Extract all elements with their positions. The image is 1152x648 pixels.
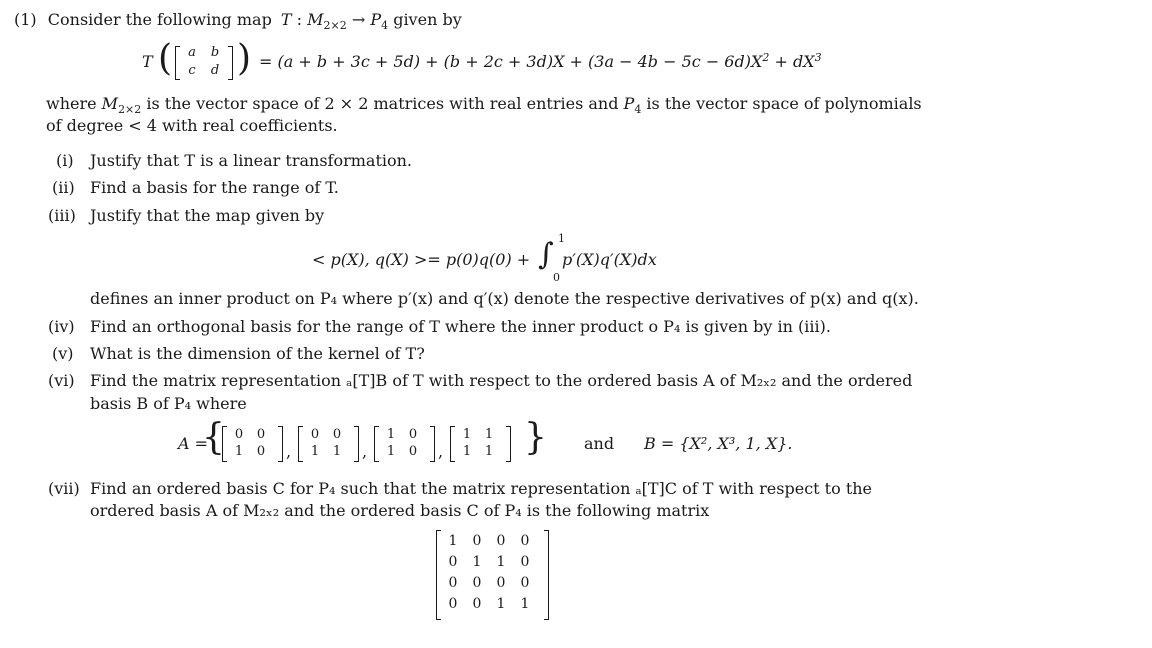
part-iv (48, 319, 831, 335)
matrix-entry-c: c (188, 63, 196, 78)
part-iv-text: Find an orthogonal basis for the range of T where the inner product o P₄ is given by in (iii). (90, 317, 831, 336)
basis-A-matrix-left-bracket (298, 426, 303, 462)
basis-A-matrix-entry: 0 (256, 427, 266, 442)
basis-A-matrix-entry: 1 (234, 444, 244, 459)
domain-subscript: 2×2 (323, 19, 347, 32)
basis-A-matrix-entry: 0 (310, 427, 320, 442)
final-matrix-entry: 1 (520, 596, 530, 612)
final-matrix-entry: 0 (448, 575, 458, 591)
final-matrix-entry: 0 (520, 533, 530, 549)
basis-A-matrix-right-bracket (506, 426, 511, 462)
where-text-a: where (46, 94, 102, 113)
basis-A-comma: , (286, 442, 292, 461)
part-vi-text: Find the matrix representation ₐ[T]B of T with respect to the ordered basis A of M₂ₓ₂ and the ordered (90, 371, 913, 390)
basis-A-comma: , (362, 442, 368, 461)
problem-intro: Consider the following map (47, 10, 272, 29)
part-vii-label: (vii) (48, 479, 80, 498)
final-matrix-entry: 0 (472, 533, 482, 549)
integrand: p′(X)q′(X)dx (562, 250, 657, 269)
where-line-2: of degree < 4 with real coefficients. (46, 116, 338, 135)
formula-matrix-right-bracket (228, 46, 233, 80)
basis-A-matrix-entry: 1 (484, 427, 494, 442)
where-M-sub: 2×2 (118, 103, 142, 116)
codomain-space: P (370, 10, 382, 29)
basis-A-matrix-entry: 0 (234, 427, 244, 442)
where-text-b: is the vector space of 2 × 2 matrices with real entries and (141, 94, 624, 113)
part-i (56, 153, 412, 169)
basis-A-matrix-entry: 1 (386, 444, 396, 459)
basis-A-matrix-left-bracket (450, 426, 455, 462)
final-matrix-entry: 1 (496, 554, 506, 570)
basis-A-matrix-entry: 1 (484, 444, 494, 459)
final-matrix-entry: 1 (472, 554, 482, 570)
basis-A-matrix-entry: 0 (408, 427, 418, 442)
part-vi (48, 373, 912, 389)
part-v-label: (v) (52, 344, 74, 363)
formula-exponent-3: 3 (814, 51, 822, 64)
matrix-entry-d: d (210, 63, 220, 78)
part-ii-text: Find a basis for the range of T. (90, 178, 339, 197)
where-P-sub: 4 (634, 103, 642, 116)
final-matrix-entry: 0 (472, 575, 482, 591)
final-matrix-right-bracket (544, 530, 549, 620)
where-P: P (623, 94, 635, 113)
formula-matrix-left-bracket (175, 46, 180, 80)
where-M: M (101, 94, 119, 113)
given-by: given by (388, 10, 462, 29)
formula-rhs-part1: = (a + b + 3c + 5d) + (b + 2c + 3d)X + (3a − 4b − 5c − 6d)X (259, 52, 763, 71)
part-iii-label: (iii) (48, 206, 76, 225)
part-vii-text: Find an ordered basis C for P₄ such that the matrix representation ₐ[T]C of T with respect to the (90, 479, 873, 498)
map-symbol: T (280, 10, 292, 29)
basis-A-label: A = (178, 434, 209, 453)
basis-A-matrix-entry: 1 (462, 427, 472, 442)
domain-space: M (307, 10, 324, 29)
basis-A-matrix-left-bracket (374, 426, 379, 462)
basis-A-matrix-entry: 0 (332, 427, 342, 442)
final-matrix-left-bracket (436, 530, 441, 620)
where-text-c: is the vector space of polynomials (641, 94, 922, 113)
map-colon: : (291, 10, 308, 29)
final-matrix-entry: 0 (448, 554, 458, 570)
part-iii-continuation: defines an inner product on P₄ where p′(x) and q′(x) denote the respective derivatives of p(x) and q(x). (90, 289, 919, 308)
integral-lower-limit: 0 (553, 271, 560, 284)
basis-A-comma: , (438, 442, 444, 461)
part-vi-continuation: basis B of P₄ where (90, 394, 247, 413)
problem-statement-line (14, 10, 462, 32)
part-iii (48, 208, 324, 224)
basis-A-right-brace: } (524, 417, 547, 458)
part-i-label: (i) (56, 151, 74, 170)
part-vii-continuation: ordered basis A of M₂ₓ₂ and the ordered basis C of P₄ is the following matrix (90, 501, 710, 520)
inner-product-formula (312, 232, 712, 284)
part-vi-label: (vi) (48, 371, 75, 390)
formula-rhs (259, 51, 822, 71)
part-iii-text: Justify that the map given by (90, 206, 325, 225)
final-matrix-entry: 1 (496, 596, 506, 612)
part-ii (52, 180, 339, 196)
codomain-subscript: 4 (381, 19, 389, 32)
basis-A-matrix-right-bracket (430, 426, 435, 462)
inner-product-lhs: < p(X), q(X) >= p(0)q(0) + (312, 250, 531, 269)
basis-A-matrix-entry: 1 (310, 444, 320, 459)
formula-right-paren: ) (237, 38, 252, 79)
part-v-text: What is the dimension of the kernel of T? (90, 344, 425, 363)
and-word: and (584, 434, 615, 453)
final-matrix (436, 530, 552, 622)
basis-A-line (174, 417, 874, 468)
matrix-entry-b: b (210, 45, 220, 60)
basis-A-matrix-entry: 1 (386, 427, 396, 442)
final-matrix-entry: 0 (496, 575, 506, 591)
final-matrix-entry: 1 (448, 533, 458, 549)
basis-A-matrix-entry: 1 (332, 444, 342, 459)
final-matrix-entry: 0 (496, 533, 506, 549)
part-iv-label: (iv) (48, 317, 75, 336)
final-matrix-entry: 0 (520, 575, 530, 591)
basis-A-matrix-entry: 1 (462, 444, 472, 459)
formula-exponent-2: 2 (762, 51, 770, 64)
where-line-1 (46, 94, 922, 116)
final-matrix-entry: 0 (448, 596, 458, 612)
basis-B: B = {X², X³, 1, X}. (644, 434, 793, 453)
basis-A-matrix-entry: 0 (256, 444, 266, 459)
basis-A-matrix-right-bracket (354, 426, 359, 462)
formula-rhs-part2: + dX (769, 52, 815, 71)
part-vii (48, 481, 872, 497)
basis-A-matrix-entry: 0 (408, 444, 418, 459)
part-i-text: Justify that T is a linear transformation. (90, 151, 413, 170)
basis-A-matrix-right-bracket (278, 426, 283, 462)
final-matrix-entry: 0 (520, 554, 530, 570)
final-matrix-entry: 0 (472, 596, 482, 612)
map-arrow: → (346, 10, 371, 29)
integral-sign: ∫ (538, 237, 554, 272)
integral-upper-limit: 1 (558, 232, 565, 245)
problem-number: (1) (14, 10, 37, 29)
part-ii-label: (ii) (52, 178, 75, 197)
basis-A-left-brace: { (202, 417, 225, 458)
part-v (52, 346, 425, 362)
basis-A-matrix-left-bracket (222, 426, 227, 462)
formula-left-paren: ( (158, 38, 173, 79)
matrix-entry-a: a (188, 45, 196, 60)
formula-T: T (142, 52, 153, 71)
